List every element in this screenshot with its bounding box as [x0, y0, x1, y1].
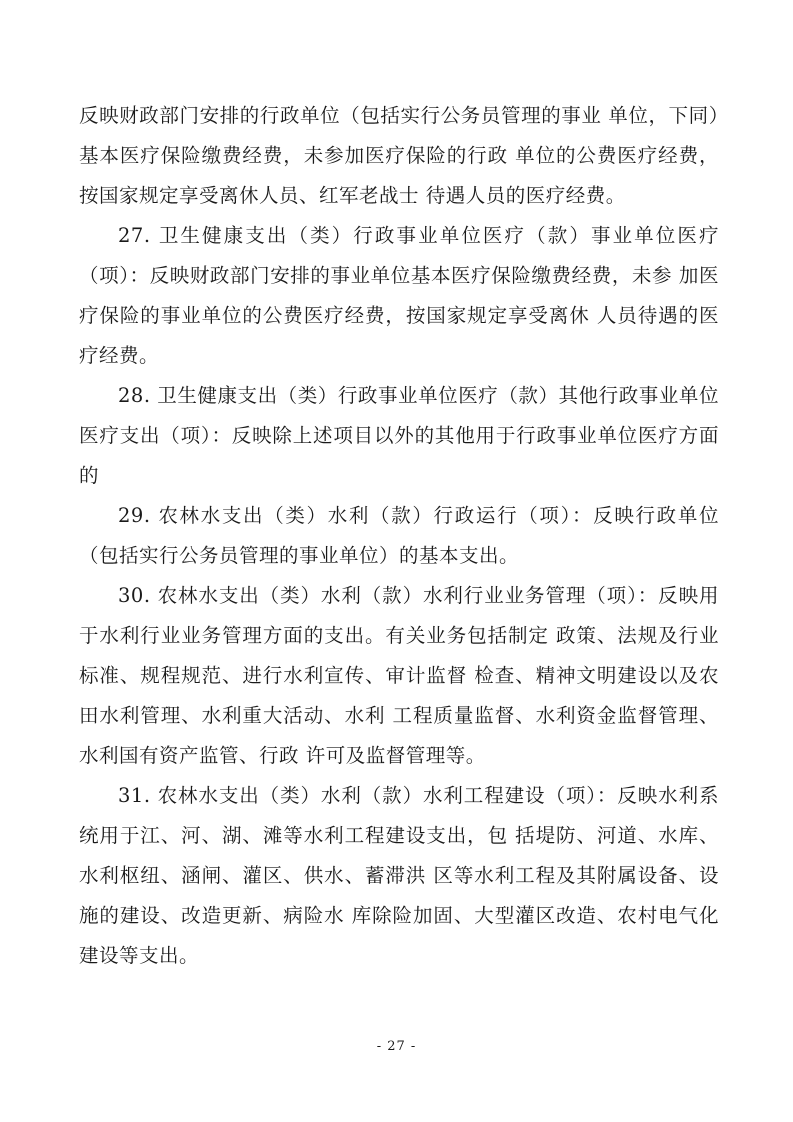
paragraph-30: 30. 农林水支出（类）水利（款）水利行业业务管理（项）：反映用于水利行业业务管理方面的支出。有关业务包括制定 政策、法规及行业标准、规程规范、进行水利宣传、审计监督 检查、精神文明建设以及农田水利管理、水利重大活动、水利 工程质量监督、水利资金监督管理、水利国有资产监管、行政 许可及监督管理等。: [79, 584, 719, 767]
paragraph-29: 29. 农林水支出（类）水利（款）行政运行（项）：反映行政单位（包括实行公务员管理的事业单位）的基本支出。: [79, 504, 719, 567]
page-number: - 27 -: [376, 1039, 417, 1054]
document-body: [79, 96, 719, 976]
paragraph-31: 31. 农林水支出（类）水利（款）水利工程建设（项）：反映水利系统用于江、河、湖、滩等水利工程建设支出，包 括堤防、河道、水库、水利枢纽、涵闸、灌区、供水、蓄滞洪 区等水利工程及其附属设备、设施的建设、改造更新、病险水 库除险加固、大型灌区改造、农村电气化建设等支出。: [79, 784, 719, 967]
paragraph-continued: 反映财政部门安排的行政单位（包括实行公务员管理的事业 单位，下同）基本医疗保险缴费经费，未参加医疗保险的行政 单位的公费医疗经费，按国家规定享受离休人员、红军老战士 待遇人员的医疗经费。: [79, 104, 719, 207]
paragraph-28: 28. 卫生健康支出（类）行政事业单位医疗（款）其他行政事业单位医疗支出（项）：反映除上述项目以外的其他用于行政事业单位医疗方面的: [79, 384, 719, 487]
paragraph-27: 27. 卫生健康支出（类）行政事业单位医疗（款）事业单位医疗（项）：反映财政部门安排的事业单位基本医疗保险缴费经费，未参 加医疗保险的事业单位的公费医疗经费，按国家规定享受离休 人员待遇的医疗经费。: [79, 224, 719, 367]
